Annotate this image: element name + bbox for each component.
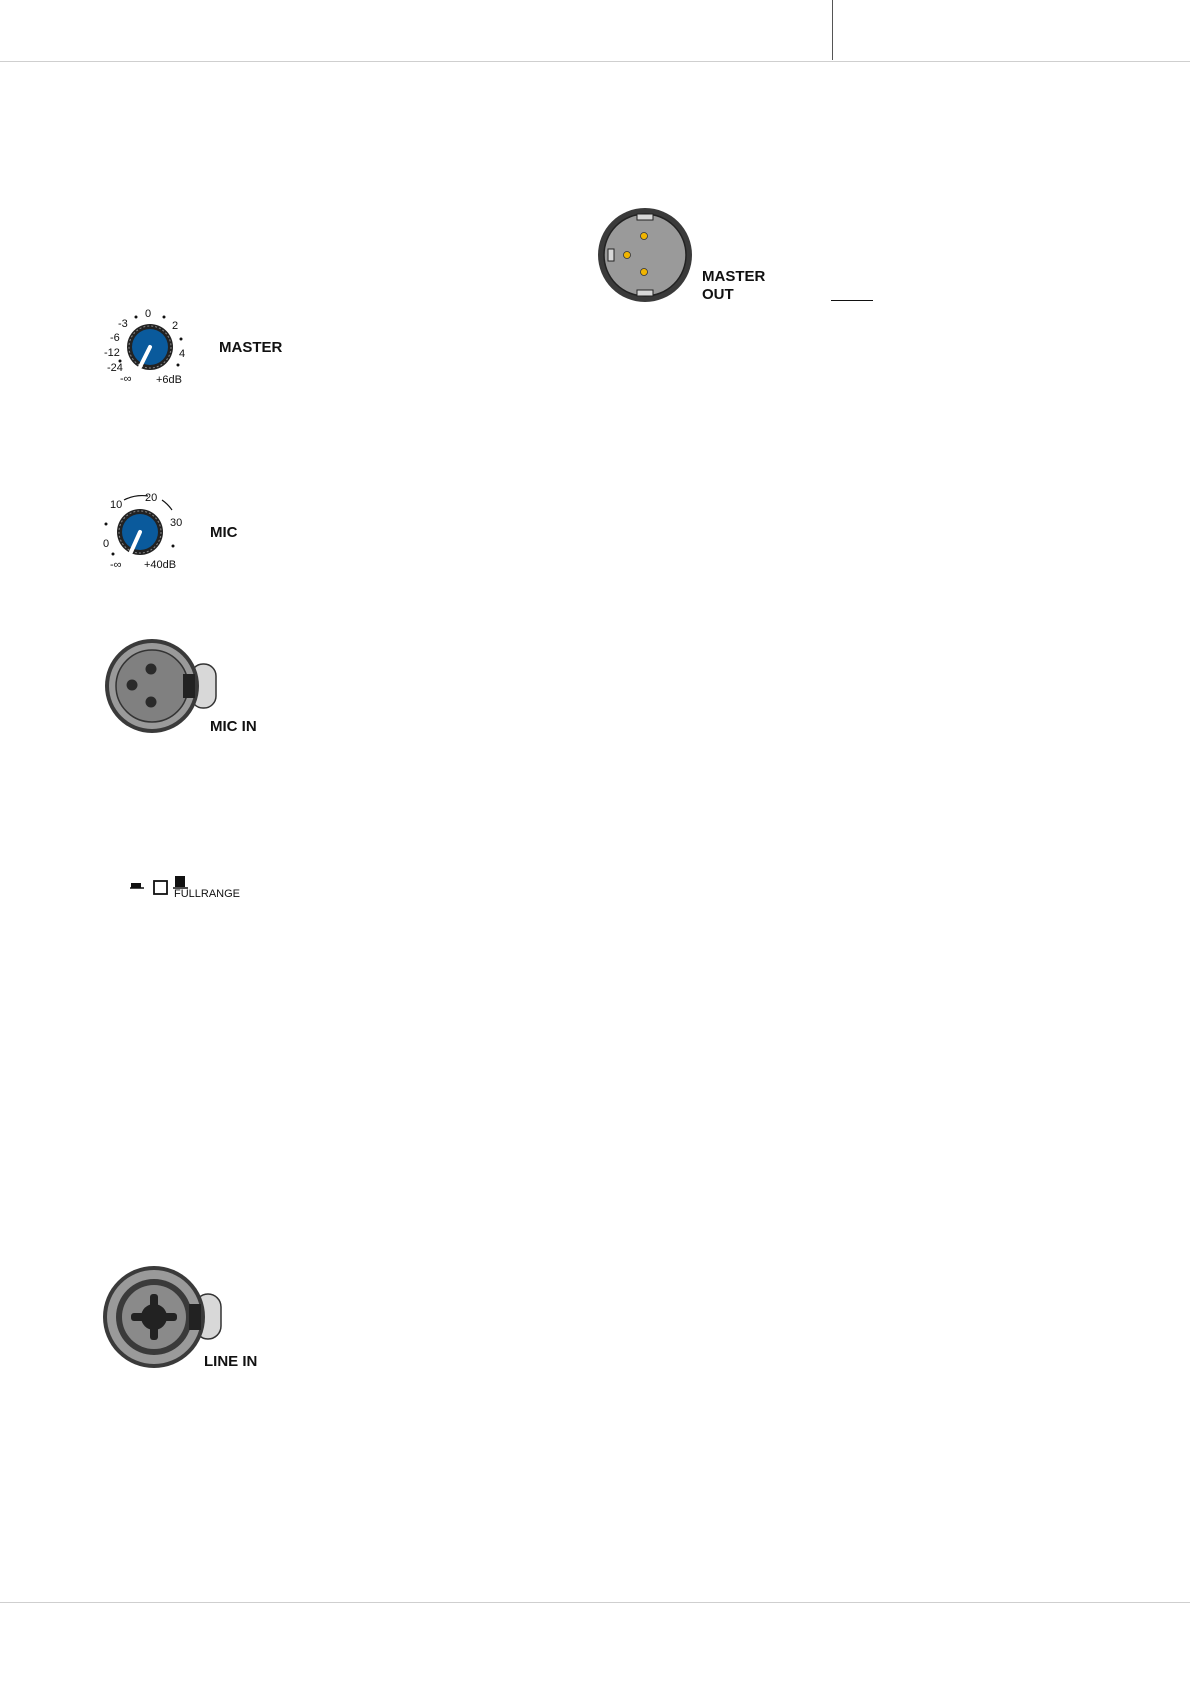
master-tick: -3 xyxy=(118,318,128,330)
bottom-rule xyxy=(0,1602,1190,1603)
master-tick: -24 xyxy=(107,362,123,374)
mic-tick: 10 xyxy=(110,499,123,511)
mic-label: MIC xyxy=(210,524,238,541)
mic-scale-arc-right xyxy=(162,500,172,510)
master-tick: 4 xyxy=(179,348,186,360)
mic-tick: +40dB xyxy=(144,559,177,571)
master-tick: 0 xyxy=(145,308,152,320)
top-rule xyxy=(0,61,1190,62)
column-divider xyxy=(832,0,833,60)
master-out-label-line2: OUT xyxy=(702,286,734,303)
master-tick: +6dB xyxy=(156,374,182,386)
master-out-label-line1: MASTER xyxy=(702,268,766,285)
master-tick: -6 xyxy=(110,332,120,344)
master-tick: 2 xyxy=(172,320,179,332)
pin-icon xyxy=(641,269,648,276)
mic-tick: 0 xyxy=(103,538,110,550)
master-out-connector[interactable] xyxy=(596,206,696,306)
pin-icon xyxy=(641,233,648,240)
master-tick: -∞ xyxy=(120,373,132,385)
underline-mark xyxy=(831,300,873,301)
pin-icon xyxy=(624,252,631,259)
mic-in-connector[interactable] xyxy=(103,637,223,735)
mic-tick: 20 xyxy=(145,492,158,504)
mic-tick: 30 xyxy=(170,517,183,529)
line-in-label: LINE IN xyxy=(204,1353,258,1370)
switch-pressed-icon xyxy=(175,876,185,887)
switch-button xyxy=(154,881,167,894)
mic-in-label: MIC IN xyxy=(210,718,257,735)
master-tick: -12 xyxy=(104,347,120,359)
master-label: MASTER xyxy=(219,339,283,356)
fullrange-label: FULLRANGE xyxy=(174,888,241,900)
mic-tick: -∞ xyxy=(110,559,122,571)
